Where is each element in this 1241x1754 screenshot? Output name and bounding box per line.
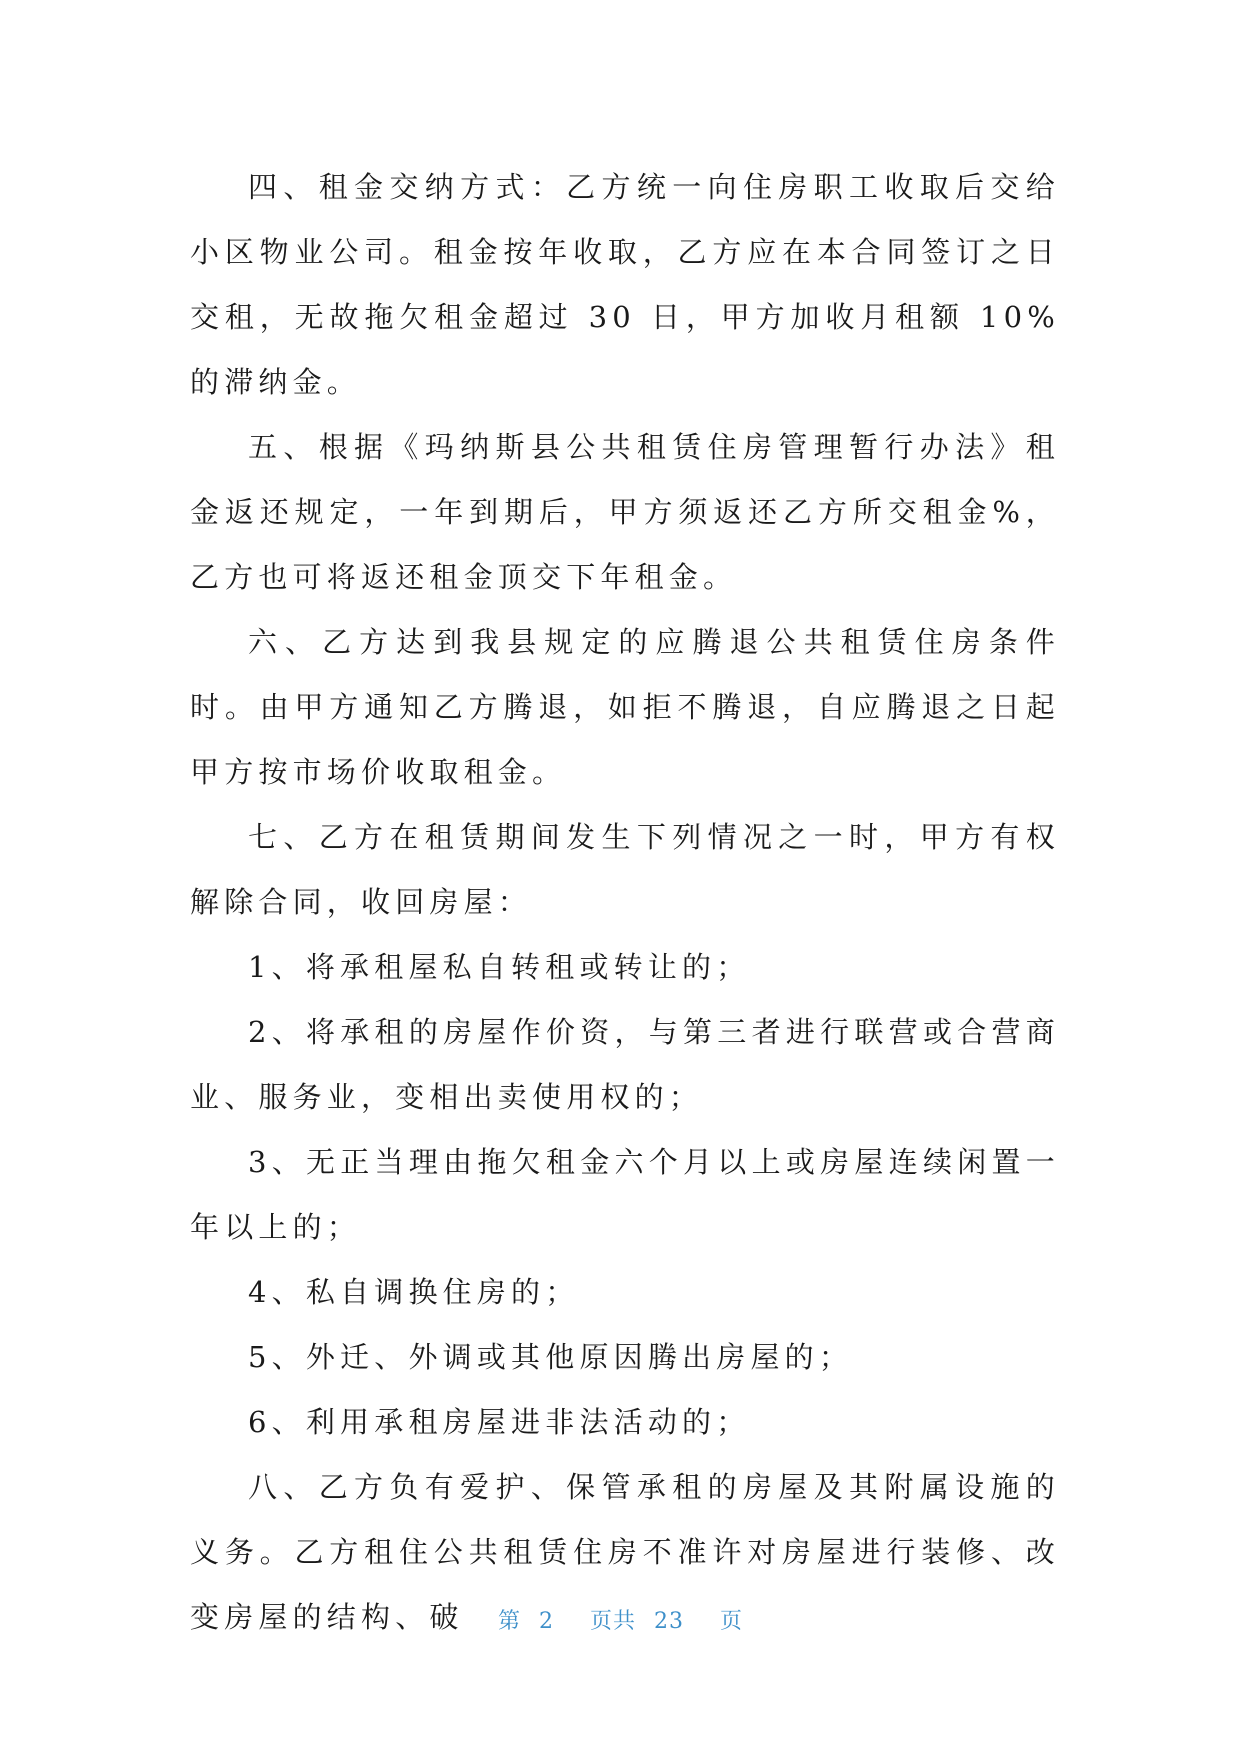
paragraph-maintenance: 八、乙方负有爱护、保管承租的房屋及其附属设施的义务。乙方租住公共租赁住房不准许对房屋进行装修、改变房屋的结构、破 <box>190 1470 1060 1634</box>
list-item-swap: 4、私自调换住房的； <box>248 1275 580 1309</box>
footer-suffix: 页 <box>720 1609 744 1634</box>
list-item-illegal: 6、利用承租房屋进非法活动的； <box>248 1405 751 1439</box>
footer-total-pages: 23 <box>654 1609 684 1634</box>
list-item-sublet: 1、将承租屋私自转租或转让的； <box>248 950 751 984</box>
footer-middle: 页共 <box>589 1609 636 1634</box>
paragraph-rent-payment: 四、租金交纳方式：乙方统一向住房职工收取后交给小区物业公司。租金按年收取，乙方应在本合同签订之日交租，无故拖欠租金超过 30 日，甲方加收月租额 10%的滞纳金。 <box>190 170 1060 399</box>
paragraph-vacate: 六、乙方达到我县规定的应腾退公共租赁住房条件时。由甲方通知乙方腾退，如拒不腾退，自应腾退之日起甲方按市场价收取租金。 <box>190 625 1060 789</box>
document-body <box>190 155 1060 1650</box>
footer-prefix: 第 <box>497 1609 521 1634</box>
page-number-footer <box>0 1604 1241 1635</box>
list-item-joint-venture: 2、将承租的房屋作价资，与第三者进行联营或合营商业、服务业，变相出卖使用权的； <box>190 1015 1060 1114</box>
list-item-arrears: 3、无正当理由拖欠租金六个月以上或房屋连续闲置一年以上的； <box>190 1145 1060 1244</box>
paragraph-rent-refund: 五、根据《玛纳斯县公共租赁住房管理暂行办法》租金返还规定，一年到期后，甲方须返还乙方所交租金%，乙方也可将返还租金顶交下年租金。 <box>190 430 1060 594</box>
footer-current-page: 2 <box>538 1609 554 1634</box>
list-item-relocate: 5、外迁、外调或其他原因腾出房屋的； <box>248 1340 854 1374</box>
paragraph-termination: 七、乙方在租赁期间发生下列情况之一时，甲方有权解除合同，收回房屋： <box>190 820 1060 919</box>
